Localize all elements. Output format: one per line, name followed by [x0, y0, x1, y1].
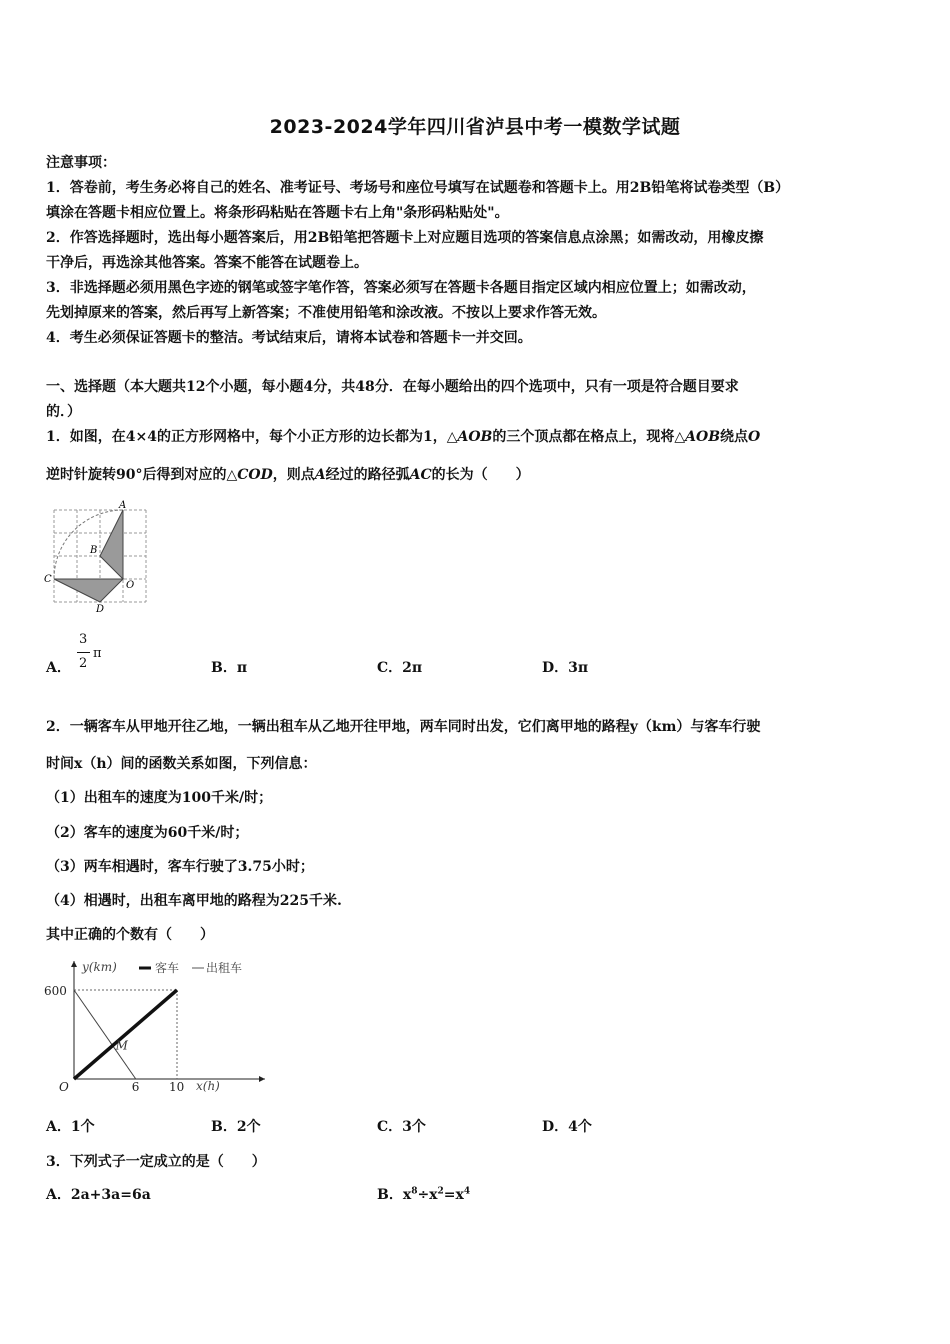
x-tick-label: 10 [169, 1080, 185, 1094]
q1-option-b: B．π [211, 660, 248, 676]
q2-statement-2: （2）客车的速度为60千米/时； [46, 825, 249, 841]
q1-stem-line1: 1．如图，在4×4的正方形网格中，每个小正方形的边长都为1，△AOB的三个顶点都在格点上，现将△AOB绕点O [46, 429, 761, 445]
q1-stem-line2: 逆时针旋转90°后得到对应的△COD，则点A经过的路径弧AC的长为（ ） [46, 467, 530, 483]
q3-option-b: B．$x^8\div x^2=x^4$ [377, 1186, 471, 1203]
label-d: D [96, 604, 105, 615]
x-axis-arrow [259, 1076, 265, 1082]
q1-option-a-numerator: 3 [79, 632, 88, 647]
y-axis-label: y(km) [82, 960, 117, 974]
fraction-bar [77, 652, 90, 653]
notice-item-4: 4．考生必须保证答题卡的整洁。考试结束后，请将本试卷和答题卡一并交回。 [46, 330, 532, 346]
label-b: B [90, 545, 98, 556]
q2-option-d: D．4个 [542, 1119, 592, 1135]
q2-option-a: A．1个 [46, 1119, 95, 1135]
bus-line [74, 990, 177, 1079]
notice-item-1: 1．答卷前，考生务必将自己的姓名、准考证号、考场号和座位号填写在试题卷和答题卡上。用2B铅笔将试卷类型（B） [46, 180, 790, 196]
q1-option-d: D．3π [542, 660, 589, 676]
q2-option-c: C．3个 [377, 1119, 426, 1135]
section-heading: 一、选择题（本大题共12个小题，每小题4分，共48分．在每小题给出的四个选项中，只有一项是符合题目要求 [46, 379, 739, 395]
q1-option-a-pi: π [93, 646, 102, 661]
x-axis-label: x(h) [196, 1079, 220, 1093]
triangle-cod [54, 579, 123, 602]
y-axis-arrow [71, 961, 77, 967]
notice-heading: 注意事项： [46, 155, 116, 171]
q1-grid-figure [40, 498, 155, 616]
notice-item-2-cont: 干净后，再选涂其他答案。答案不能答在试题卷上。 [46, 255, 368, 271]
q1-option-a-denominator: 2 [79, 656, 88, 671]
q2-statement-4: （4）相遇时，出租车离甲地的路程为225千米. [46, 893, 342, 909]
page-title: 2023-2024学年四川省泸县中考一模数学试题 [269, 116, 681, 138]
notice-item-2: 2．作答选择题时，选出每小题答案后，用2B铅笔把答题卡上对应题目选项的答案信息点涂黑；如需改动，用橡皮擦 [46, 230, 764, 246]
q2-ask: 其中正确的个数有（ ） [46, 927, 214, 943]
notice-item-3: 3．非选择题必须用黑色字迹的钢笔或签字笔作答，答案必须写在答题卡各题目指定区域内相应位置上；如需改动， [46, 280, 756, 296]
origin-label: O [59, 1080, 69, 1094]
q2-option-b: B．2个 [211, 1119, 261, 1135]
q2-statement-3: （3）两车相遇时，客车行驶了3.75小时； [46, 859, 314, 875]
legend-bus-label: 客车 [155, 961, 180, 975]
q1-option-c: C．2π [377, 660, 423, 676]
triangle-aob [100, 510, 123, 579]
q2-statement-1: （1）出租车的速度为100千米/时； [46, 790, 273, 806]
label-a: A [119, 500, 127, 511]
q2-stem-line2: 时间x（h）间的函数关系如图，下列信息： [46, 756, 317, 772]
notice-item-1-cont: 填涂在答题卡相应位置上。将条形码粘贴在答题卡右上角"条形码粘贴处"。 [46, 205, 509, 221]
notice-item-3-cont: 先划掉原来的答案，然后再写上新答案；不准使用铅笔和涂改液。不按以上要求作答无效。 [46, 305, 606, 321]
section-heading-cont: 的．） [46, 404, 81, 420]
meeting-point-label: M [115, 1038, 128, 1053]
label-c: C [44, 574, 52, 585]
legend-taxi-label: 出租车 [206, 961, 243, 975]
q1-option-a-label: A． [46, 660, 71, 676]
x-tick-label: 6 [131, 1080, 140, 1094]
q2-stem-line1: 2．一辆客车从甲地开往乙地，一辆出租车从乙地开往甲地，两车同时出发，它们离甲地的路程y（km）与客车行驶 [46, 719, 761, 735]
y-tick-label: 600 [44, 984, 67, 998]
q2-chart [40, 955, 275, 1100]
label-o: O [126, 580, 135, 591]
q3-option-a: A．2a+3a=6a [46, 1187, 151, 1203]
q3-stem: 3．下列式子一定成立的是（ ） [46, 1154, 266, 1170]
